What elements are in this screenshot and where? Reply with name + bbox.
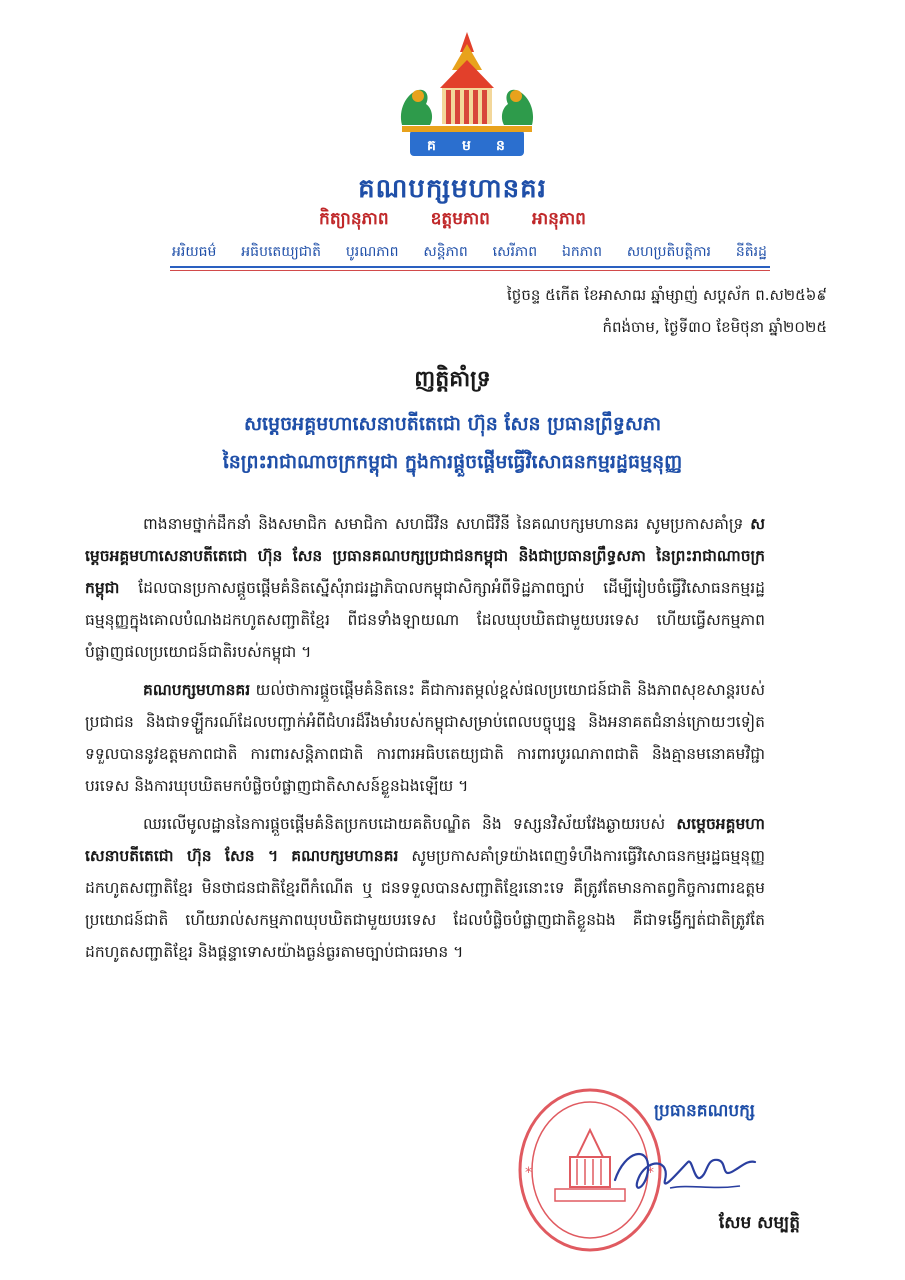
logo-letter-2: ម xyxy=(462,138,471,154)
value-item: អធិបតេយ្យជាតិ xyxy=(241,244,322,260)
signer-title: ប្រធានគណបក្ស xyxy=(653,1101,755,1121)
party-motto xyxy=(0,208,905,233)
motto-item: ឧត្តមភាព xyxy=(430,209,490,229)
motto-item: អានុភាព xyxy=(531,209,586,229)
paragraph-3 xyxy=(85,808,765,968)
document-body xyxy=(85,508,765,974)
paragraph-2 xyxy=(85,674,765,802)
signer-name: សែម សម្បត្តិ xyxy=(718,1213,800,1233)
party-values xyxy=(172,242,767,263)
p1-rest: ដែលបានប្រកាសផ្តួចផ្តើមគំនិតស្នើសុំរាជរដ្ឋាភិបាលកម្ពុជាសិក្សាអំពីទិដ្ឋភាពច្បាប់ ដើម្បីរៀបចំធ្វើវិសោធនកម្មរដ្ឋធម្មនុញ្ញក្នុងគោលបំណងដកហូតសញ្ជាតិខ្មែរ ពីជនទាំងឡាយណា ដែលឃុបឃិតជាមួយបរទេស ហើយធ្វើសកម្មភាពបំផ្លាញផលប្រយោជន៍ជាតិរបស់កម្ពុជា ។ xyxy=(85,579,765,661)
p2-rest: យល់ថាការផ្តួចផ្តើមគំនិតនេះ គឺជាការតម្កល់ខ្ពស់ផលប្រយោជន៍ជាតិ និងភាពសុខសាន្តរបស់ប្រជាជន និងជាទឡ្ហីករណ៍ដែលបញ្ជាក់អំពីជំហរដ៏រឹងមាំរបស់កម្ពុជាសម្រាប់ពេលបច្ចុប្បន្ន និងអនាគតជំនាន់ក្រោយៗទៀតទទួលបាននូវឧត្តមភាពជាតិ ការពារសន្តិភាពជាតិ ការពារអធិបតេយ្យជាតិ ការពារបូរណភាពជាតិ និងគ្មានមនោគមវិជ្ជាបរទេស និងការឃុបឃិតមកបំផ្លិចបំផ្លាញជាតិសាសន៍ខ្លួនឯងឡើយ ។ xyxy=(85,681,765,795)
value-item: អរិយធម៌ xyxy=(172,244,217,260)
svg-text:*: * xyxy=(647,1165,654,1181)
value-item: សន្តិភាព xyxy=(423,244,468,260)
p1-bold: សម្តេចអគ្គមហាសេនាបតីតេជោ ហ៊ុន សែន ប្រធានគណបក្សប្រជាជនកម្ពុជា និងជាប្រធានព្រឹទ្ធសភា នៃព្រះរាជាណាចក្រកម្ពុជា xyxy=(85,515,765,597)
party-name: គណបក្សមហានគរ xyxy=(358,174,547,204)
solar-date: កំពង់ចាម, ថ្ងៃទី៣០ ខែមិថុនា ឆ្នាំ២០២៥ xyxy=(602,318,827,336)
p3-intro: ឈរលើមូលដ្ឋាននៃការផ្តួចផ្តើមគំនិតប្រកបដោយគតិបណ្ឌិត និង ទស្សនវិស័យវែងឆ្ងាយរបស់ xyxy=(143,815,666,833)
value-item: សេរីភាព xyxy=(492,244,538,260)
svg-text:*: * xyxy=(525,1165,532,1181)
p3-rest: សូមប្រកាសគាំទ្រយ៉ាងពេញទំហឹងការធ្វើវិសោធនកម្មរដ្ឋធម្មនុញ្ញ ដកហូតសញ្ជាតិខ្មែរ មិនថាជនជាតិខ្មែរពីកំណើត ឬ ជនទទួលបានសញ្ជាតិខ្មែរនោះទេ គឺត្រូវតែមានកាតព្វកិច្ចការពារឧត្តមប្រយោជន៍ជាតិ ហើយរាល់សកម្មភាពឃុបឃិតជាមួយបរទេស ដែលបំផ្លិចបំផ្លាញជាតិខ្លួនឯង គឺជាទង្វើក្បត់ជាតិត្រូវតែដកហូតសញ្ជាតិខ្មែរ និងផ្តន្ទាទោសយ៉ាងធ្ងន់ធ្ងរតាមច្បាប់ជាធរមាន ។ xyxy=(85,847,765,961)
value-item: បូរណភាព xyxy=(345,244,399,260)
party-logo-icon xyxy=(392,30,542,165)
header-divider xyxy=(170,266,770,268)
value-item: សហប្រតិបត្តិការ xyxy=(626,244,711,260)
p3-bold-2: គណបក្សមហានគរ xyxy=(291,847,399,865)
p2-bold: គណបក្សមហានគរ xyxy=(143,681,251,699)
lunar-date: ថ្ងៃចន្ទ ៥កើត ខែអាសាឍ ឆ្នាំម្សាញ់ សប្តស័ក ព.ស២៥៦៩ xyxy=(507,286,827,304)
value-item: ឯកភាព xyxy=(561,244,602,260)
logo-letter-3: ន xyxy=(496,138,505,154)
signature-icon xyxy=(610,1140,760,1200)
subtitle-line-1: សម្តេចអគ្គមហាសេនាបតីតេជោ ហ៊ុន សែន ប្រធានព្រឹទ្ធសភា xyxy=(243,413,662,435)
p3-bold-1: សម្តេចអគ្គមហាសេនាបតីតេជោ ហ៊ុន សែន ។ xyxy=(85,815,765,865)
motto-item: កិត្យានុភាព xyxy=(319,209,389,229)
document-title: ញត្តិគាំទ្រ xyxy=(414,367,491,392)
subtitle-line-2: នៃព្រះរាជាណាចក្រកម្ពុជា ក្នុងការផ្តួចផ្តើមធ្វើវិសោធនកម្មរដ្ឋធម្មនុញ្ញ xyxy=(222,451,683,473)
p1-intro: ពាងនាមថ្នាក់ដឹកនាំ និងសមាជិក សមាជិកា សហជីវិន សហជីវិនី នៃគណបក្សមហានគរ សូមប្រកាសគាំទ្រ xyxy=(143,515,744,533)
paragraph-1 xyxy=(85,508,765,668)
value-item: នីតិរដ្ឋ xyxy=(735,244,767,260)
header-divider-red xyxy=(170,270,770,271)
logo-letter-1: គ xyxy=(427,138,436,154)
